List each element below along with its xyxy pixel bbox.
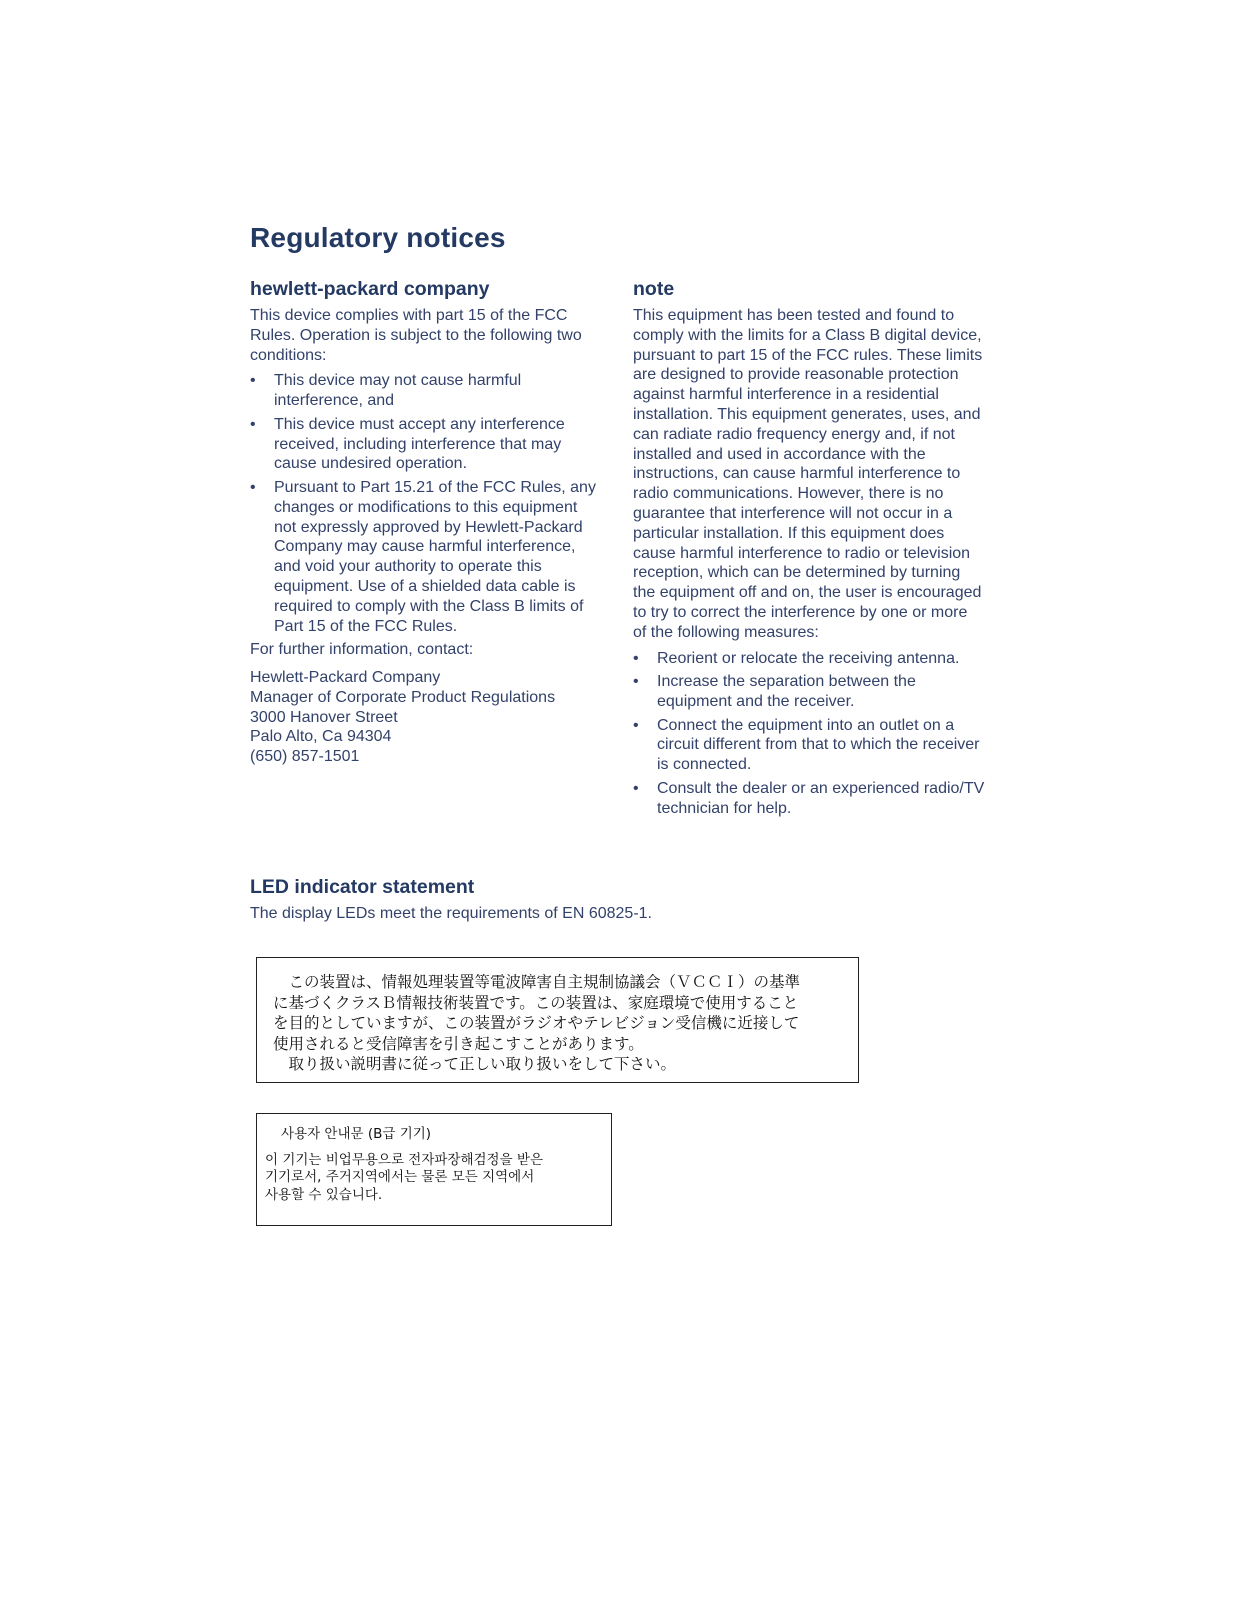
list-item-text: Increase the separation between the equipment and the receiver.: [657, 673, 916, 710]
list-item: [633, 779, 985, 819]
bullet-icon: •: [633, 779, 639, 797]
list-item-text: Connect the equipment into an outlet on a circuit different from that to which the receiver is connected.: [657, 716, 980, 774]
korea-notice-title: 사용자 안내문 (B급 기기): [281, 1126, 432, 1142]
list-item-text: This device must accept any interference received, including interference that may cause undesired operation.: [274, 415, 565, 473]
vcci-line: この装置は、情報処理装置等電波障害自主規制協議会（ＶＣＣＩ）の基準: [273, 973, 801, 991]
contact-intro: For further information, contact:: [250, 641, 474, 659]
fcc-compliance-intro: This device complies with part 15 of the FCC Rules. Operation is subject to the following two conditions:: [250, 307, 582, 364]
vcci-notice-box: [256, 957, 859, 1083]
led-heading: LED indicator statement: [250, 876, 475, 898]
bullet-icon: •: [633, 716, 639, 734]
contact-address: [250, 668, 602, 767]
note-section: [633, 278, 985, 822]
bullet-icon: •: [633, 649, 639, 667]
list-item: [250, 415, 602, 474]
hp-company-heading: hewlett-packard company: [250, 278, 490, 300]
bullet-icon: •: [633, 673, 639, 691]
address-line: 3000 Hanover Street: [250, 708, 398, 726]
note-heading: note: [633, 278, 675, 300]
led-body: The display LEDs meet the requirements of EN 60825-1.: [250, 905, 652, 922]
vcci-line: を目的としていますが、この装置がラジオやテレビジョン受信機に近接して: [273, 1014, 800, 1032]
list-item: [250, 371, 602, 411]
list-item: [250, 478, 602, 636]
list-item: [633, 716, 985, 775]
interference-measures-list: [633, 649, 985, 819]
hp-company-section: [250, 278, 602, 767]
bullet-icon: •: [250, 372, 256, 390]
korea-notice-box: [256, 1113, 612, 1226]
korea-line: 이 기기는 비업무용으로 전자파장해검정을 받은: [265, 1151, 543, 1168]
led-indicator-section: [250, 876, 990, 924]
list-item: [633, 672, 985, 712]
list-item-text: Pursuant to Part 15.21 of the FCC Rules, any changes or modifications to this equipment not expressly approved by Hewlett-Packard Company may cause harmful interference, and void your authority to operate this equipment. Use of a shielded data cable is required to comply with the Class B limits of Part 15 of the FCC Rules.: [274, 478, 596, 635]
address-line: Hewlett-Packard Company: [250, 668, 441, 686]
page-title: Regulatory notices: [250, 222, 506, 253]
bullet-icon: •: [250, 415, 256, 433]
korea-line: 기기로서, 주거지역에서는 물론 모든 지역에서: [265, 1169, 535, 1185]
list-item-text: Consult the dealer or an experienced radio/TV technician for help.: [657, 779, 985, 817]
list-item-text: This device may not cause harmful interference, and: [274, 372, 522, 410]
list-item-text: Reorient or relocate the receiving antenna.: [657, 649, 960, 667]
bullet-icon: •: [250, 478, 256, 496]
list-item: [633, 649, 985, 669]
korea-line: 사용할 수 있습니다.: [265, 1186, 383, 1203]
address-line: Manager of Corporate Product Regulations: [250, 688, 556, 706]
note-body: This equipment has been tested and found to comply with the limits for a Class B digital device, pursuant to part 15 of the FCC rules. These limits are designed to provide reasonable protection against harmful interference in a residential installation. This equipment generates, uses, and can radiate radio frequency energy and, if not installed and used in accordance with the instructions, can cause harmful interference to radio communications. However, there is no guarantee that interference will not occur in a particular installation. If this equipment does cause harmful interference to radio or television reception, which can be determined by turning the equipment off and on, the user is encouraged to try to correct the interference by one or more of the following measures:: [633, 307, 983, 641]
address-line: Palo Alto, Ca 94304: [250, 728, 392, 746]
vcci-line: 取り扱い説明書に従って正しい取り扱いをして下さい。: [273, 1055, 677, 1073]
address-line: (650) 857-1501: [250, 748, 360, 766]
vcci-line: 使用されると受信障害を引き起こすことがあります。: [273, 1034, 644, 1053]
fcc-conditions-list: [250, 371, 602, 636]
vcci-line: に基づくクラスＢ情報技術装置です。この装置は、家庭環境で使用すること: [273, 993, 799, 1012]
